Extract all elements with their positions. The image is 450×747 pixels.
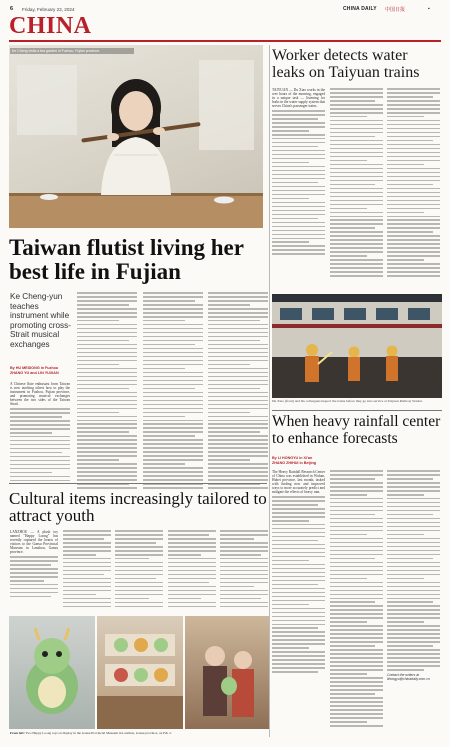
feature-divider bbox=[9, 483, 267, 484]
feature-body-col-2 bbox=[77, 292, 137, 491]
rainfall-byline-2: ZHANG ZHIHUI in Beijing bbox=[272, 460, 317, 465]
cultural-headline: Cultural items increasingly tailored to attract youth bbox=[9, 489, 267, 525]
museum-shop-illustration bbox=[97, 616, 183, 729]
rainfall-lead-paragraph: The Heavy Rainfall Research Center of China was established in Wuhan, Hubei province, last month, tasked with finding new and improved ways to more accurately predict and mitigate the effects of heavy rain. bbox=[272, 470, 325, 494]
publication-name-chinese: 中国日报 bbox=[385, 7, 406, 13]
worker-lead-paragraph: TAIYUAN — Du Xiao works in the wee hours of the morning, engaged in a unique task — listening for leaks in the water supply system that serves China's passenger trains. bbox=[272, 88, 325, 108]
page-number: 6 bbox=[10, 6, 14, 12]
visitors-illustration bbox=[185, 616, 270, 729]
feature-body-col-1 bbox=[10, 382, 70, 484]
feature-body-col-3 bbox=[143, 292, 203, 491]
column-separator bbox=[269, 45, 270, 737]
cultural-photo-1 bbox=[9, 616, 95, 729]
feature-photo bbox=[9, 45, 263, 228]
flutist-illustration bbox=[9, 45, 263, 228]
rainfall-contact-email[interactable]: lihongyu@chinadaily.com.cn bbox=[387, 677, 430, 682]
feature-byline-1: By HU MEIDONG in Fuzhou bbox=[10, 366, 59, 370]
worker-body bbox=[272, 88, 440, 279]
feature-deck: Ke Cheng-yun teaches instrument while promoting cross-Strait musical exchanges bbox=[10, 292, 71, 349]
cultural-lead-paragraph: LANZHOU — A plush toy named "Happy Loong" has recently captured the hearts of visitors to the Gansu Provincial Museum in Lanzhou, Gansu province. bbox=[10, 530, 58, 554]
feature-body-col-4 bbox=[208, 292, 268, 491]
cultural-photo-2 bbox=[97, 616, 183, 729]
cultural-caption-label: From left: bbox=[10, 731, 25, 735]
worker-photo-caption: Du Xiao (front) and his colleagues inspect the trains before they go into service at Taiyuan Railway Station. bbox=[272, 399, 423, 403]
worker-photo bbox=[272, 294, 442, 398]
publication-name: CHINA DAILY bbox=[343, 6, 377, 12]
section-title: CHINA bbox=[9, 13, 92, 39]
rainfall-contact-label: Contact the writers at bbox=[387, 673, 420, 678]
masthead-rule bbox=[9, 40, 441, 42]
loong-toy-illustration bbox=[9, 616, 95, 729]
cultural-caption-text: Two Happy Loong toys on display in the Gansu Provincial Museum in Lanzhou, Gansu province, on Feb 2. bbox=[25, 731, 172, 735]
feature-lead-paragraph: A Chinese flute enthusiast from Taiwan is now teaching others how to play the instrument in Fuzhou, Fujian province, and promoting musical exchanges between the two sides of the Taiwan Strait. bbox=[10, 382, 70, 406]
cultural-photo-caption bbox=[10, 731, 270, 735]
cultural-photo-3 bbox=[185, 616, 270, 729]
issue-date: Friday, February 23, 2024 bbox=[22, 6, 75, 12]
feature-headline: Taiwan flutist living her best life in Fujian bbox=[9, 235, 244, 284]
train-inspection-illustration bbox=[272, 294, 442, 398]
rainfall-byline-1: By LI HONGYU in Xi'an bbox=[272, 456, 313, 460]
cultural-body bbox=[10, 530, 268, 610]
page-code: ▪ bbox=[428, 6, 430, 12]
feature-byline-2: ZHANG YU and LIN YUXIAN bbox=[10, 370, 59, 375]
feature-photo-caption: Ke Cheng visits a tea garden in Fuzhou, Fujian province. bbox=[10, 48, 134, 54]
feature-photo-credit bbox=[58, 53, 59, 57]
worker-divider bbox=[272, 410, 442, 411]
rainfall-body bbox=[272, 470, 440, 729]
rainfall-byline bbox=[272, 456, 327, 465]
rainfall-headline: When heavy rainfall center to enhance forecasts bbox=[272, 413, 441, 447]
worker-headline: Worker detects water leaks on Taiyuan trains bbox=[272, 47, 420, 81]
feature-byline bbox=[10, 366, 70, 375]
